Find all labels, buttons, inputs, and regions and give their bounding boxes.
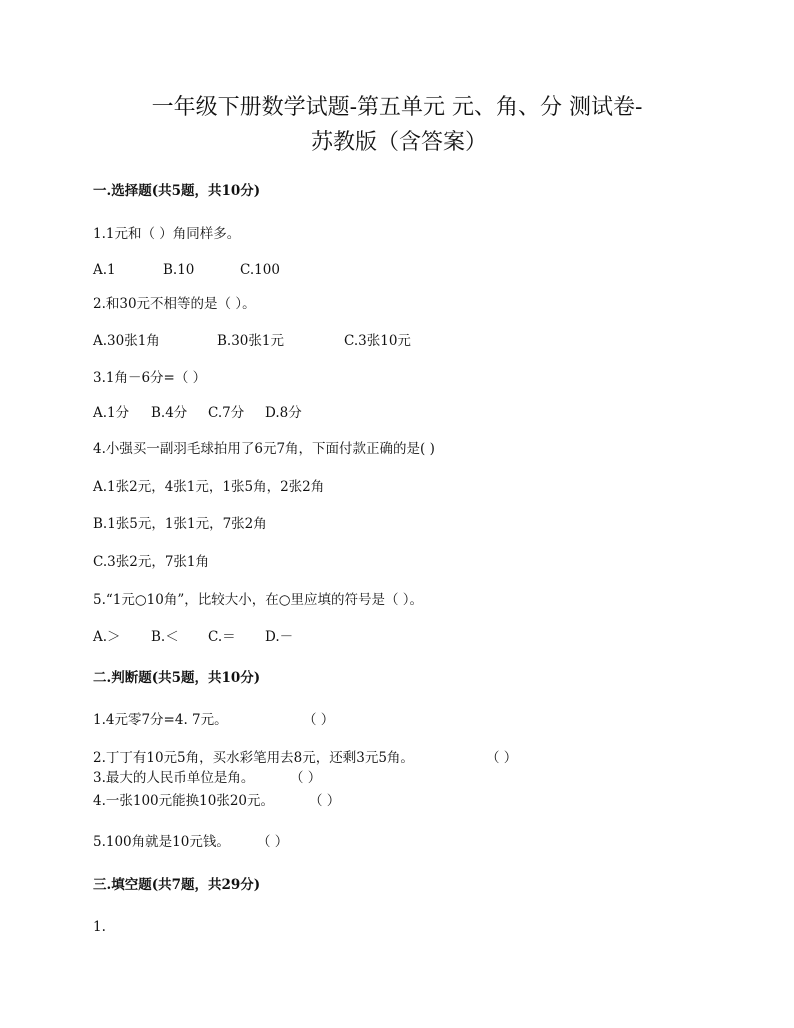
question-stem: 1.1元和（ ）角同样多。 bbox=[93, 226, 241, 242]
document-title-line1: 一年级下册数学试题-第五单元 元、角、分 测试卷- bbox=[151, 95, 643, 120]
option-c: C.3张10元 bbox=[344, 333, 411, 349]
option-b: B.1张5元，1张1元，7张2角 bbox=[93, 516, 267, 532]
option-c: C.7分 bbox=[208, 405, 245, 421]
question-stem: 3.1角－6分=（ ） bbox=[93, 370, 207, 386]
answer-parentheses: （ ） bbox=[290, 770, 322, 786]
section-heading-choice: 一.选择题(共5题，共10分) bbox=[93, 183, 261, 199]
option-c: C.＝ bbox=[208, 629, 236, 645]
document-title-line2: 苏教版（含答案） bbox=[310, 130, 487, 155]
answer-parentheses: （ ） bbox=[257, 834, 289, 850]
option-b: B.＜ bbox=[151, 629, 179, 645]
question-stem: 5.“1元○10角”，比较大小，在○里应填的符号是（ ）。 bbox=[93, 592, 424, 608]
option-d: D.－ bbox=[265, 629, 294, 645]
judgement-item: 4.一张100元能换10张20元。 bbox=[93, 793, 275, 809]
option-a: A.1分 bbox=[93, 405, 130, 421]
judgement-item: 3.最大的人民币单位是角。 bbox=[93, 770, 255, 786]
judgement-item: 1.4元零7分=4. 7元。 bbox=[93, 712, 228, 728]
judgement-item: 5.100角就是10元钱。 bbox=[93, 834, 230, 850]
option-c: C.3张2元，7张1角 bbox=[93, 554, 209, 570]
judgement-item: 2.丁丁有10元5角，买水彩笔用去8元，还剩3元5角。 bbox=[93, 750, 414, 766]
option-c: C.100 bbox=[240, 262, 280, 278]
answer-parentheses: （ ） bbox=[486, 750, 518, 766]
question-stem: 4.小强买一副羽毛球拍用了6元7角，下面付款正确的是( ) bbox=[93, 441, 435, 457]
option-a: A.1 bbox=[93, 262, 116, 278]
section-heading-judgement: 二.判断题(共5题，共10分) bbox=[93, 670, 261, 686]
answer-parentheses: （ ） bbox=[303, 712, 335, 728]
option-a: A.1张2元，4张1元，1张5角，2张2角 bbox=[93, 479, 325, 495]
option-b: B.4分 bbox=[151, 405, 188, 421]
option-a: A.30张1角 bbox=[93, 333, 160, 349]
option-d: D.8分 bbox=[265, 405, 302, 421]
option-b: B.30张1元 bbox=[217, 333, 284, 349]
answer-parentheses: （ ） bbox=[309, 793, 341, 809]
option-b: B.10 bbox=[163, 262, 195, 278]
option-a: A.＞ bbox=[93, 629, 121, 645]
question-stem: 2.和30元不相等的是（ ）。 bbox=[93, 296, 256, 312]
question-number: 1. bbox=[93, 919, 106, 935]
section-heading-fill-in: 三.填空题(共7题，共29分) bbox=[93, 877, 261, 893]
